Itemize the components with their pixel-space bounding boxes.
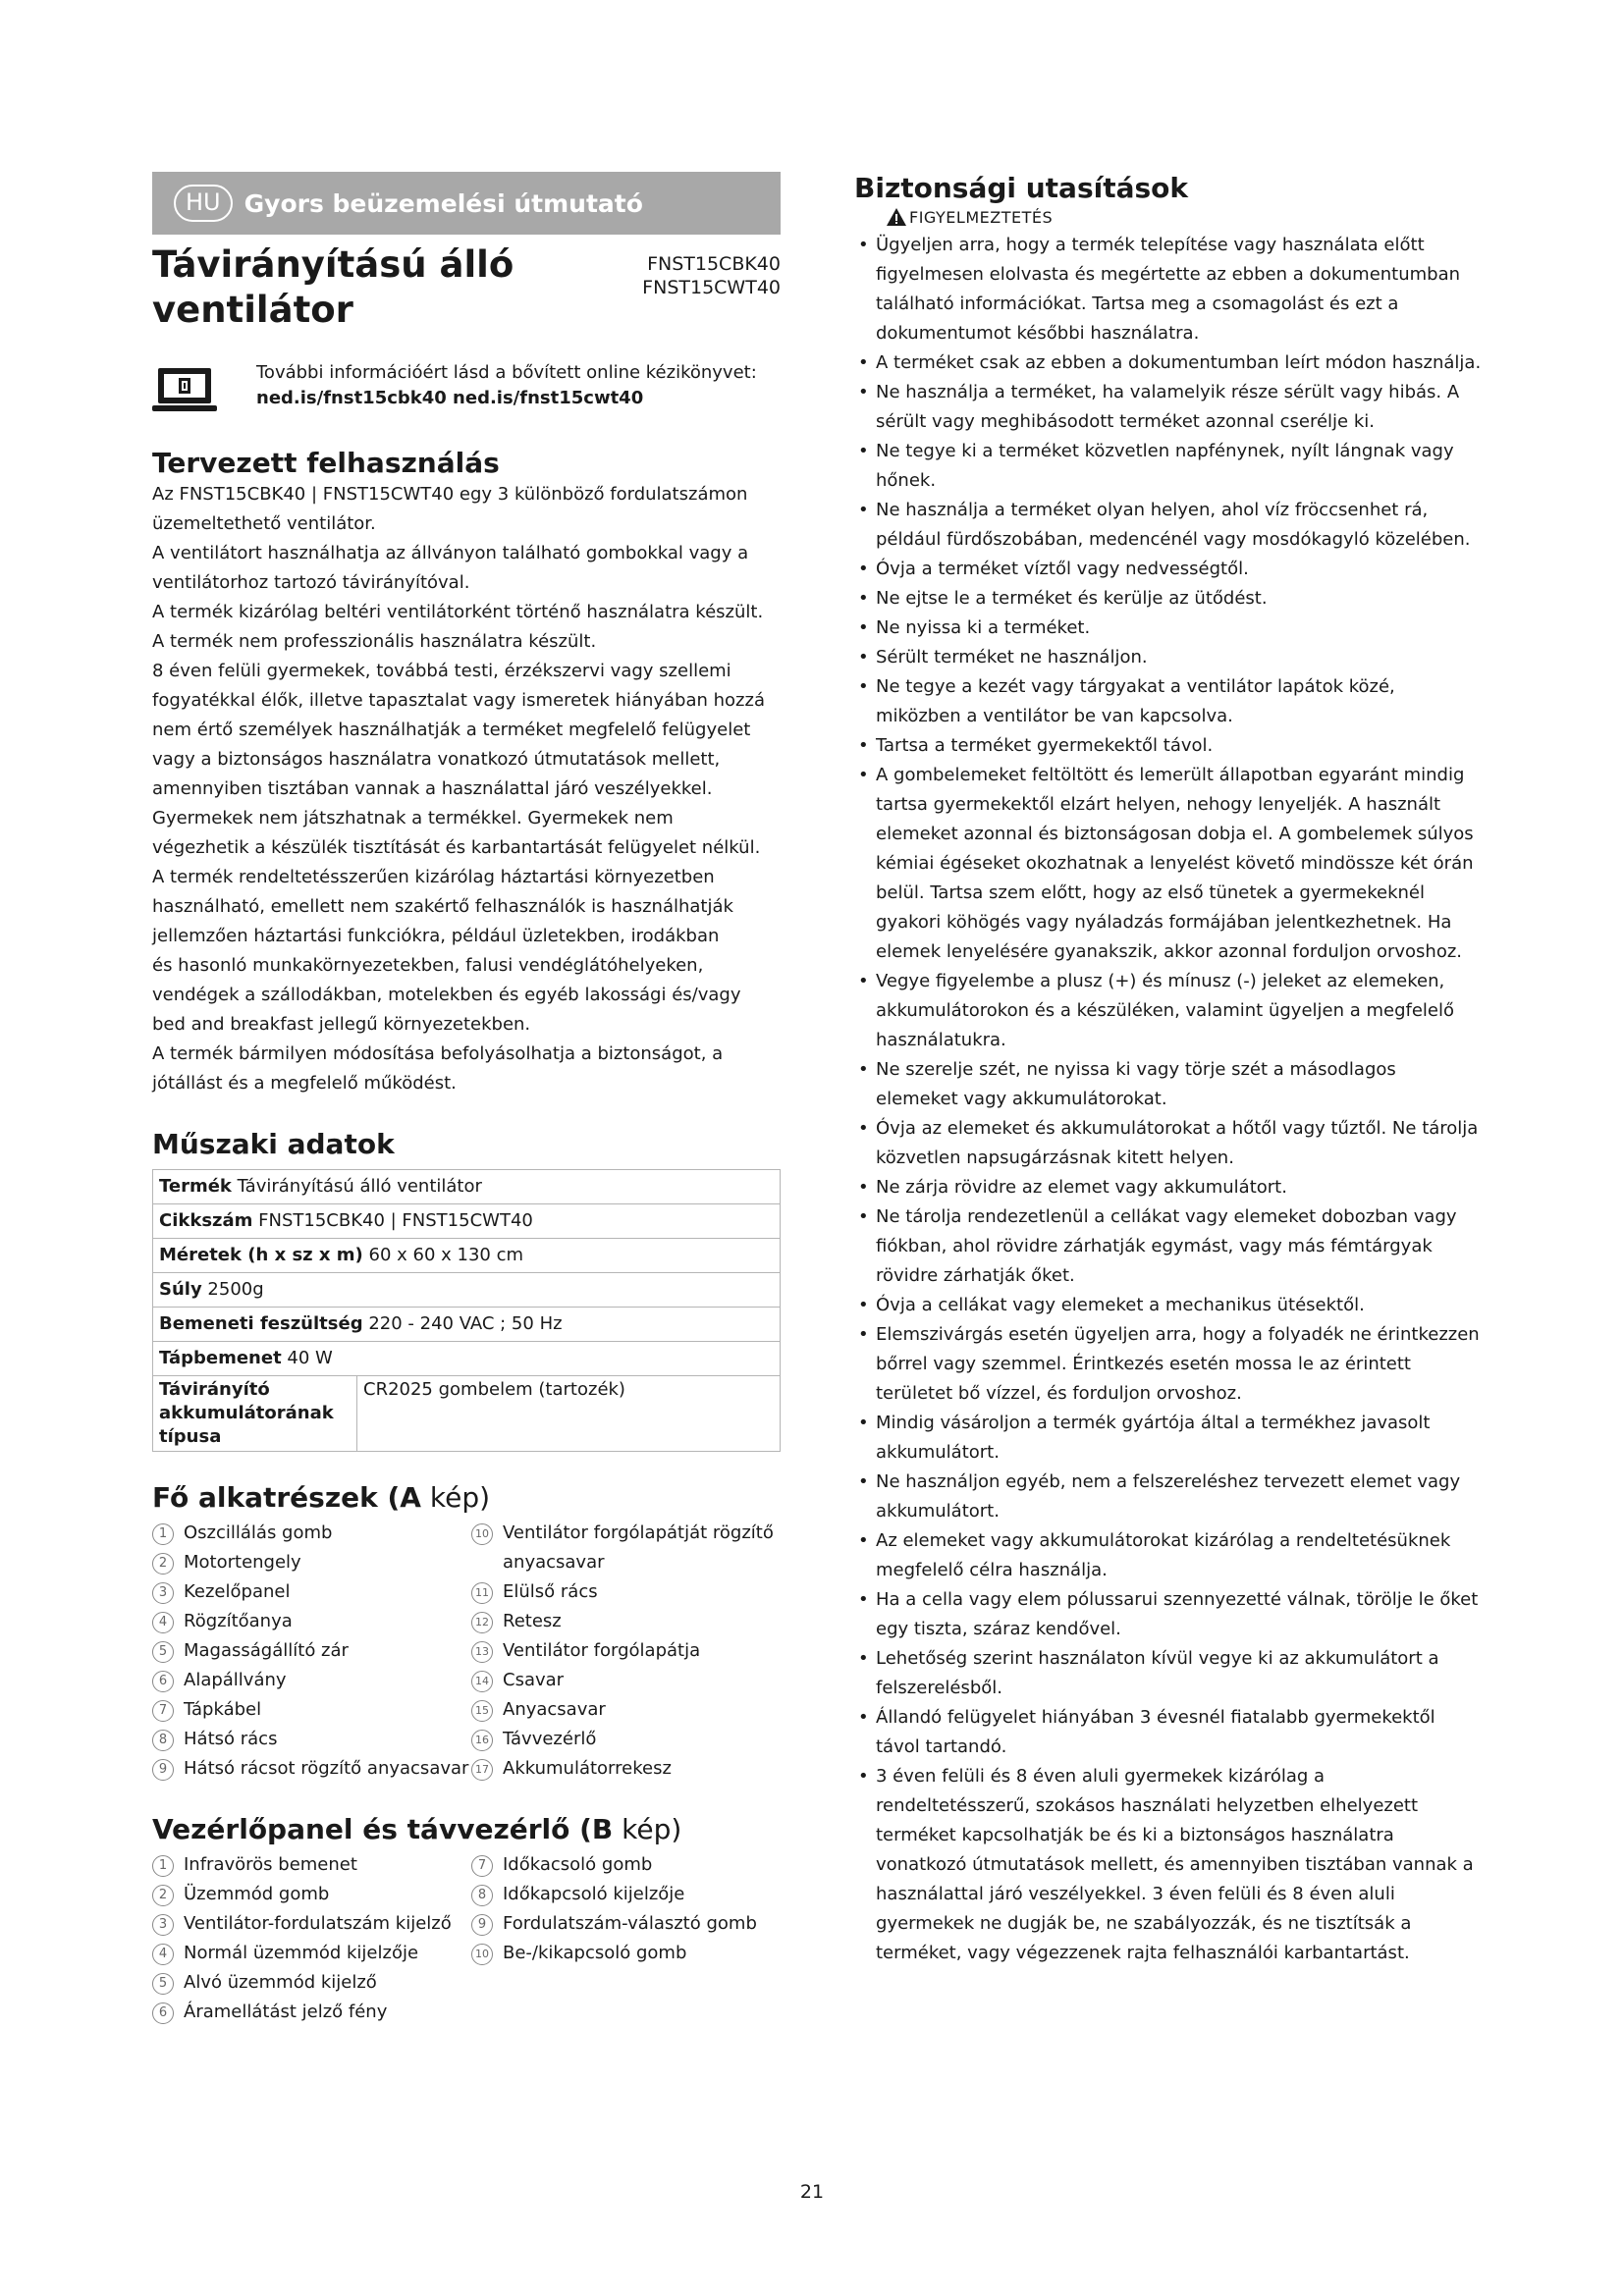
warning-line: [886, 207, 1483, 227]
part-item: [152, 1548, 471, 1577]
part-number: 12: [471, 1612, 493, 1633]
specs-heading: Műszaki adatok: [152, 1128, 395, 1160]
part-number: 9: [471, 1914, 493, 1936]
right-column: [854, 172, 1483, 1968]
part-label: Retesz: [503, 1611, 562, 1631]
main-parts-heading-suffix: kép): [420, 1481, 491, 1514]
part-item: [152, 1577, 471, 1607]
control-panel-heading-suffix: kép): [613, 1813, 682, 1845]
part-number: 8: [152, 1730, 174, 1751]
specs-table: [152, 1169, 781, 1452]
intended-use-line: végezhetik a készülék tisztítását és karbantartását felügyelet nélkül.: [152, 837, 761, 858]
safety-item: • Ne szerelje szét, ne nyissa ki vagy törje szét a másodlagos elemeket vagy akkumulátorokat.: [854, 1055, 1483, 1114]
part-item: [152, 1607, 471, 1636]
part-label: Magasságállító zár: [184, 1640, 349, 1661]
safety-item: • Ne tegye ki a terméket közvetlen napfénynek, nyílt lángnak vagy hőnek.: [854, 437, 1483, 496]
part-label: Alapállvány: [184, 1670, 287, 1690]
manual-icon: [152, 366, 217, 413]
spec-cell: [153, 1239, 781, 1273]
part-label: Anyacsavar: [503, 1699, 606, 1720]
part-item: [152, 1880, 471, 1909]
safety-item: • Állandó felügyelet hiányában 3 évesnél fiatalabb gyermekektől távol tartandó.: [854, 1703, 1483, 1762]
safety-item: • Ne használja a terméket, ha valamelyik része sérült vagy hibás. A sérült vagy meghibásodott terméket azonnal cserélje ki.: [854, 378, 1483, 437]
safety-item: • Elemszivárgás esetén ügyeljen arra, hogy a folyadék ne érintkezzen bőrrel vagy szemmel. Érintkezés esetén mossa le az érintett területet bő vízzel, és forduljon orvoshoz.: [854, 1320, 1483, 1409]
left-column: [152, 172, 781, 2027]
part-number: 5: [152, 1641, 174, 1663]
control-panel-left: [152, 1850, 471, 2027]
control-panel-list: [152, 1850, 781, 2027]
safety-list: [854, 231, 1483, 1968]
spec-key: Távirányító akkumulátorának típusa: [153, 1376, 357, 1452]
safety-item: • Ne zárja rövidre az elemet vagy akkumulátort.: [854, 1173, 1483, 1202]
part-item: [471, 1607, 781, 1636]
spec-value: CR2025 gombelem (tartozék): [357, 1376, 781, 1452]
part-label: Üzemmód gomb: [184, 1884, 330, 1904]
intended-use-line: vagy a biztonságos használatra vonatkozó útmutatások mellett,: [152, 749, 721, 770]
part-item: [152, 1998, 471, 2027]
part-item: [471, 1695, 781, 1725]
intended-use-line: jellemzően háztartási funkciókra, például üzletekben, irodákban: [152, 926, 720, 946]
safety-item: • Ne ejtse le a terméket és kerülje az ütődést.: [854, 584, 1483, 614]
part-item: [471, 1636, 781, 1666]
control-panel-right: [471, 1850, 781, 2027]
part-number: 11: [471, 1582, 493, 1604]
spec-key: Cikkszám: [159, 1210, 253, 1231]
manual-info: [152, 360, 781, 413]
safety-item: • Ne használja a terméket olyan helyen, ahol víz fröccsenhet rá, például fürdőszobában, medencénél vagy mosdókagyló közelében.: [854, 496, 1483, 555]
part-label: Rögzítőanya: [184, 1611, 293, 1631]
spec-cell: [153, 1308, 781, 1342]
safety-item: • 3 éven felüli és 8 éven aluli gyermekek kizárólag a rendeltetésszerű, szokásos használati helyzetben elhelyezett terméket kapcsolhatják be és ki a biztonságos használatra vonatkozó útmutatások mellett, és amennyiben tisztában vannak a használattal járó veszélyekkel. 3 éven felüli és 8 éven aluli gyermekek ne dugják be, ne szabályozzák, és ne tisztítsák a terméket, vagy végezzenek rajta felhasználói karbantartást.: [854, 1762, 1483, 1968]
part-item: [471, 1939, 781, 1968]
part-label: Távvezérlő: [503, 1729, 597, 1749]
part-item: [152, 1636, 471, 1666]
intended-use-line: A termék nem professzionális használatra készült.: [152, 631, 597, 652]
safety-item: • Ügyeljen arra, hogy a termék telepítése vagy használata előtt figyelmesen elolvasta és megértette az ebben a dokumentumban található információkat. Tartsa meg a csomagolást és ezt a dokumentumot későbbi használatra.: [854, 231, 1483, 348]
intended-use-line: és hasonló munkakörnyezetekben, falusi vendéglátóhelyeken,: [152, 955, 704, 976]
part-number: 2: [152, 1553, 174, 1575]
part-number: 3: [152, 1914, 174, 1936]
part-item: [152, 1909, 471, 1939]
safety-item: • Ne használjon egyéb, nem a felszereléshez tervezett elemet vagy akkumulátort.: [854, 1468, 1483, 1526]
part-item: [152, 1754, 471, 1784]
warning-icon: [886, 207, 907, 227]
spec-row: [153, 1170, 781, 1204]
intended-use-line: vendégek a szállodákban, motelekben és egyéb lakossági és/vagy: [152, 985, 741, 1005]
model-numbers: [642, 242, 781, 333]
part-label: Ventilátor-fordulatszám kijelző: [184, 1913, 452, 1934]
intended-use-line: Az FNST15CBK40 | FNST15CWT40 egy 3 különböző fordulatszámon: [152, 484, 748, 505]
part-number: 8: [471, 1885, 493, 1906]
part-label: Hátsó rács: [184, 1729, 278, 1749]
spec-row: [153, 1308, 781, 1342]
part-item: [152, 1519, 471, 1548]
spec-value: 220 - 240 VAC ; 50 Hz: [368, 1313, 563, 1334]
part-label: Kezelőpanel: [184, 1581, 291, 1602]
spec-key: Bemeneti feszültség: [159, 1313, 363, 1334]
part-label: Ventilátor forgólapátját rögzítő anyacsavar: [503, 1522, 774, 1573]
spec-key: Tápbemenet: [159, 1348, 282, 1368]
part-item: [471, 1577, 781, 1607]
intended-use-text: [152, 480, 781, 1098]
control-panel-heading-bold: Vezérlőpanel és távvezérlő (B: [152, 1813, 614, 1845]
part-number: 5: [152, 1973, 174, 1995]
spec-value: Távirányítású álló ventilátor: [237, 1176, 482, 1197]
part-item: [152, 1850, 471, 1880]
part-label: Tápkábel: [184, 1699, 262, 1720]
main-parts-list: [152, 1519, 781, 1784]
part-item: [152, 1968, 471, 1998]
part-item: [471, 1909, 781, 1939]
part-number: 3: [152, 1582, 174, 1604]
safety-item: • A terméket csak az ebben a dokumentumban leírt módon használja.: [854, 348, 1483, 378]
spec-value: FNST15CBK40 | FNST15CWT40: [258, 1210, 533, 1231]
intended-use-line: A termék bármilyen módosítása befolyásolhatja a biztonságot, a: [152, 1043, 724, 1064]
safety-item: • Ne tegye a kezét vagy tárgyakat a ventilátor lapátok közé, miközben a ventilátor be van kapcsolva.: [854, 672, 1483, 731]
part-number: 9: [152, 1759, 174, 1781]
part-label: Ventilátor forgólapátja: [503, 1640, 701, 1661]
safety-item: • Óvja a cellákat vagy elemeket a mechanikus ütésektől.: [854, 1291, 1483, 1320]
part-number: 1: [152, 1855, 174, 1877]
part-item: [471, 1850, 781, 1880]
safety-item: • Ne nyissa ki a terméket.: [854, 614, 1483, 643]
spec-value: 2500g: [207, 1279, 264, 1300]
part-label: Áramellátást jelző fény: [184, 2002, 388, 2022]
spec-cell: [153, 1273, 781, 1308]
spec-value: 40 W: [287, 1348, 333, 1368]
part-label: Időkapcsoló kijelzője: [503, 1884, 685, 1904]
intended-use-line: A ventilátort használhatja az állványon található gombokkal vagy a: [152, 543, 749, 563]
part-number: 7: [471, 1855, 493, 1877]
product-title: Távirányítású álló ventilátor: [152, 243, 514, 331]
spec-cell: [153, 1342, 781, 1376]
part-number: 4: [152, 1612, 174, 1633]
main-parts-heading-bold: Fő alkatrészek (A: [152, 1481, 421, 1514]
safety-item: • Mindig vásároljon a termék gyártója által a termékhez javasolt akkumulátort.: [854, 1409, 1483, 1468]
intended-use-line: nem értő személyek használhatják a terméket megfelelő felügyelet: [152, 720, 751, 740]
part-label: Infravörös bemenet: [184, 1854, 357, 1875]
spec-row: [153, 1273, 781, 1308]
spec-row: [153, 1204, 781, 1239]
part-number: 6: [152, 1671, 174, 1692]
part-label: Elülső rács: [503, 1581, 598, 1602]
part-label: Időkacsoló gomb: [503, 1854, 653, 1875]
safety-item: • Vegye figyelembe a plusz (+) és mínusz (-) jeleket az elemeken, akkumulátorokon és a készüléken, valamint ügyeljen a megfelelő használatukra.: [854, 967, 1483, 1055]
intended-use-line: Gyermekek nem játszhatnak a termékkel. Gyermekek nem: [152, 808, 674, 828]
part-item: [152, 1939, 471, 1968]
spec-row: [153, 1342, 781, 1376]
spec-row: [153, 1239, 781, 1273]
manual-links[interactable]: ned.is/fnst15cbk40 ned.is/fnst15cwt40: [256, 388, 644, 408]
intended-use-heading: Tervezett felhasználás: [152, 447, 500, 479]
title-row: [152, 242, 781, 333]
warning-label: FIGYELMEZTETÉS: [909, 207, 1054, 227]
intended-use-line: 8 éven felüli gyermekek, továbbá testi, érzékszervi vagy szellemi: [152, 661, 731, 681]
main-parts-left: [152, 1519, 471, 1784]
safety-item: • Az elemeket vagy akkumulátorokat kizárólag a rendeltetésüknek megfelelő célra használja.: [854, 1526, 1483, 1585]
part-label: Hátsó rácsot rögzítő anyacsavar: [184, 1758, 469, 1779]
language-banner: [152, 172, 781, 235]
intended-use-line: jótállást és a megfelelő működést.: [152, 1073, 457, 1094]
part-number: 16: [471, 1730, 493, 1751]
part-item: [471, 1754, 781, 1784]
part-label: Akkumulátorrekesz: [503, 1758, 672, 1779]
part-label: Oszcillálás gomb: [184, 1522, 333, 1543]
intended-use-line: üzemeltethető ventilátor.: [152, 513, 376, 534]
part-number: 15: [471, 1700, 493, 1722]
part-label: Csavar: [503, 1670, 565, 1690]
part-item: [471, 1725, 781, 1754]
part-number: 6: [152, 2002, 174, 2024]
part-label: Fordulatszám-választó gomb: [503, 1913, 757, 1934]
main-parts-right: [471, 1519, 781, 1784]
part-number: 2: [152, 1885, 174, 1906]
part-number: 10: [471, 1523, 493, 1545]
part-label: Be-/kikapcsoló gomb: [503, 1943, 687, 1963]
part-number: 7: [152, 1700, 174, 1722]
safety-item: • Sérült terméket ne használjon.: [854, 643, 1483, 672]
safety-item: • Óvja az elemeket és akkumulátorokat a hőtől vagy tűztől. Ne tárolja közvetlen napsugárzásnak kitett helyen.: [854, 1114, 1483, 1173]
control-panel-heading: [152, 1813, 781, 1846]
spec-key: Méretek (h x sz x m): [159, 1245, 363, 1265]
part-item: [152, 1725, 471, 1754]
spec-key: Termék: [159, 1176, 232, 1197]
part-item: [152, 1666, 471, 1695]
intended-use-line: amennyiben tisztában vannak a használattal járó veszélyekkel.: [152, 778, 713, 799]
language-code-badge: HU: [174, 185, 233, 222]
part-number: 14: [471, 1671, 493, 1692]
intended-use-line: fogyatékkal élők, illetve tapasztalat vagy ismeretek hiányában hozzá: [152, 690, 765, 711]
safety-item: • Lehetőség szerint használaton kívül vegye ki az akkumulátort a felszerelésből.: [854, 1644, 1483, 1703]
spec-row: [153, 1376, 781, 1452]
part-number: 10: [471, 1944, 493, 1965]
part-item: [471, 1880, 781, 1909]
model-number: FNST15CWT40: [642, 277, 781, 298]
part-number: 13: [471, 1641, 493, 1663]
part-label: Motortengely: [184, 1552, 301, 1573]
part-number: 17: [471, 1759, 493, 1781]
spec-key: Súly: [159, 1279, 202, 1300]
intended-use-line: A termék rendeltetésszerűen kizárólag háztartási környezetben: [152, 867, 715, 887]
part-label: Normál üzemmód kijelzője: [184, 1943, 419, 1963]
part-number: 1: [152, 1523, 174, 1545]
model-number: FNST15CBK40: [647, 253, 781, 275]
intended-use-line: ventilátorhoz tartozó távirányítóval.: [152, 572, 470, 593]
part-label: Alvó üzemmód kijelző: [184, 1972, 377, 1993]
safety-item: • A gombelemeket feltöltött és lemerült állapotban egyaránt mindig tartsa gyermekektől elzárt helyen, nehogy lenyeljék. A használt elemeket azonnal és biztonságosan dobja el. A gombelemek súlyos kémiai égéseket okozhatnak a lenyelést követő mindössze két órán belül. Tartsa szem előtt, hogy az első tünetek a gyermekeknél gyakori köhögés vagy nyáladzás formájában jelentkezhetnek. Ha elemek lenyelésére gyanakszik, akkor azonnal forduljon orvoshoz.: [854, 761, 1483, 967]
intended-use-line: bed and breakfast jellegű környezetekben.: [152, 1014, 531, 1035]
manual-info-line: További információért lásd a bővített online kézikönyvet:: [256, 362, 757, 383]
spec-value: 60 x 60 x 130 cm: [368, 1245, 524, 1265]
part-item: [471, 1519, 781, 1577]
part-item: [471, 1666, 781, 1695]
safety-heading: Biztonsági utasítások: [854, 172, 1189, 204]
part-item: [152, 1695, 471, 1725]
main-parts-heading: [152, 1481, 781, 1515]
part-number: 4: [152, 1944, 174, 1965]
spec-cell: [153, 1204, 781, 1239]
intended-use-line: A termék kizárólag beltéri ventilátorként történő használatra készült.: [152, 602, 764, 622]
manual-info-text: [256, 360, 757, 411]
safety-item: • Ne tárolja rendezetlenül a cellákat vagy elemeket dobozban vagy fiókban, ahol rövidre zárhatják egymást, vagy más fémtárgyak rövidre zárhatják őket.: [854, 1202, 1483, 1291]
spec-cell: [153, 1170, 781, 1204]
safety-item: • Óvja a terméket víztől vagy nedvességtől.: [854, 555, 1483, 584]
safety-item: • Ha a cella vagy elem pólussarui szennyezetté válnak, törölje le őket egy tiszta, száraz kendővel.: [854, 1585, 1483, 1644]
intended-use-line: használható, emellett nem szakértő felhasználók is használhatják: [152, 896, 733, 917]
safety-item: • Tartsa a terméket gyermekektől távol.: [854, 731, 1483, 761]
page-number: 21: [799, 2181, 825, 2203]
banner-title: Gyors beüzemelési útmutató: [244, 188, 643, 218]
